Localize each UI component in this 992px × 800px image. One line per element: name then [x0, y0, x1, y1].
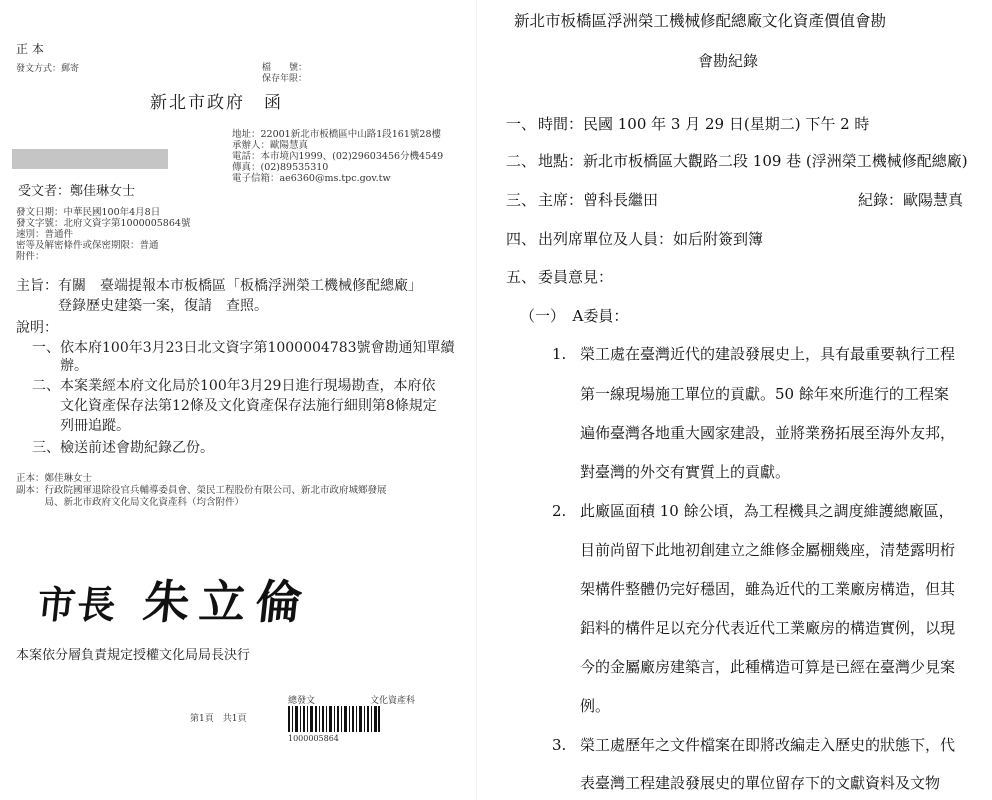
opinion-line: 目前尚留下此地初創建立之維修金屬棚幾座，清楚露明桁: [580, 541, 956, 559]
item-opinions: 委員意見：: [538, 268, 614, 286]
opinion-line: 榮工處歷年之文件檔案在即將改編走入歷史的狀態下，代: [580, 736, 956, 754]
subsection-heading: （一） A委員：: [520, 307, 629, 325]
dispatch-stamp-label: 總發文: [288, 696, 316, 706]
opinion-line: 例。: [580, 697, 611, 715]
opinion-line: 榮工處在臺灣近代的建設發展史上，具有最重要執行工程: [580, 345, 956, 363]
opinion-line: 鋁料的構件足以充分代表近代工業廠房的構造實例，以現: [580, 619, 956, 637]
subject-line: 主旨：有關 臺端提報本市板橋區「板橋浮洲榮工機械修配總廠」: [16, 278, 422, 294]
opinion-line: 對臺灣的外交有實質上的貢獻。: [580, 463, 791, 481]
opinion-number: 2.: [552, 502, 567, 520]
item-attendees: 出列席單位及人員：如后附簽到簿: [538, 230, 764, 248]
opinion-line: 今的金屬廠房建築言，此種構造可算是已經在臺灣少見案: [580, 658, 956, 676]
contact-email: 電子信箱：ae6360@ms.tpc.gov.tw: [232, 173, 391, 184]
confidentiality: 密等及解密條件或保密期限：普通: [16, 240, 159, 251]
subject-line: 登錄歷史建築一案，復請 查照。: [16, 298, 268, 314]
redaction-bar: [12, 149, 168, 169]
item-time: 時間：民國 100 年 3 月 29 日(星期二) 下午 2 時: [538, 115, 870, 133]
urgency: 速別：普通件: [16, 229, 74, 240]
explanation-label: 說明：: [16, 320, 58, 336]
recipient: 受文者：鄭佳琳女士: [18, 184, 136, 199]
letter-title: 新北市政府 函: [150, 93, 283, 113]
inspection-record: [484, 0, 992, 800]
item-number: 四、: [506, 230, 537, 248]
opinion-line: 表臺灣工程建設發展史的單位留存下的文獻資料及文物: [580, 774, 941, 792]
attachments: 附件：: [16, 251, 45, 262]
explanation-line: 辦。: [32, 358, 88, 374]
item-location: 地點：新北市板橋區大觀路二段 109 巷 (浮洲榮工機械修配總廠): [538, 152, 968, 170]
issue-date: 發文日期：中華民國100年4月8日: [16, 207, 161, 218]
copy-label: 正 本: [16, 42, 44, 56]
distribution-copies-cont: 局、新北市政府文化局文化資產科（均含附件）: [16, 497, 245, 508]
item-recorder: 紀錄：歐陽慧真: [858, 191, 964, 209]
official-letter: [0, 0, 470, 800]
contact-handler: 承辦人：歐陽慧真: [232, 140, 309, 151]
distribution-copies: 副本：行政院國軍退除役官兵輔導委員會、榮民工程股份有限公司、新北市政府城鄉發展: [16, 485, 387, 496]
department-label: 文化資產科: [370, 696, 416, 706]
item-chair: 主席：曾科長繼田: [538, 191, 659, 209]
opinion-line: 第一線現場施工單位的貢獻。50 餘年來所進行的工程案: [580, 385, 949, 403]
file-number-label: 檔 號：: [262, 63, 308, 73]
opinion-line: 此廠區面積 10 餘公頃，為工程機具之調度維護總廠區，: [580, 502, 954, 520]
distribution-original: 正本：鄭佳琳女士: [16, 473, 93, 484]
record-subtitle: 會勘紀錄: [698, 52, 759, 70]
delivery-method: 發文方式：郵寄: [16, 64, 80, 74]
barcode-number: 1000005864: [288, 734, 339, 743]
page-divider: [476, 0, 477, 800]
opinion-number: 1.: [552, 345, 567, 363]
explanation-line: 列冊追蹤。: [32, 418, 130, 434]
mayor-signature-stamp: 市長 朱立倫: [35, 575, 315, 629]
opinion-line: 遍佈臺灣各地重大國家建設，並將業務拓展至海外友邦，: [580, 424, 956, 442]
retention-label: 保存年限：: [262, 74, 308, 84]
opinion-number: 3.: [552, 736, 567, 754]
explanation-line: 一、依本府100年3月23日北文資字第1000004783號會勘通知單續: [32, 340, 455, 356]
explanation-line: 文化資產保存法第12條及文化資產保存法施行細則第8條規定: [32, 398, 437, 414]
contact-address: 地址：22001新北市板橋區中山路1段161號28樓: [232, 129, 441, 140]
explanation-line: 二、本案業經本府文化局於100年3月29日進行現場勘查，本府依: [32, 378, 436, 394]
item-number: 二、: [506, 152, 537, 170]
authority-note: 本案依分層負責規定授權文化局局長決行: [16, 648, 251, 663]
item-number: 一、: [506, 115, 537, 133]
document-number: 發文字號：北府文資字第1000005864號: [16, 218, 191, 229]
contact-fax: 傳真：(02)89535310: [232, 162, 329, 173]
item-number: 五、: [506, 268, 537, 286]
opinion-line: 架構件整體仍完好穩固，雖為近代的工業廠房構造，但其: [580, 580, 956, 598]
item-number: 三、: [506, 191, 537, 209]
explanation-line: 三、檢送前述會勘紀錄乙份。: [32, 440, 214, 456]
record-title: 新北市板橋區浮洲榮工機械修配總廠文化資產價值會勘: [514, 12, 887, 30]
contact-phone: 電話：本市境內1999、(02)29603456分機4549: [232, 151, 444, 162]
barcode-image: [288, 706, 380, 732]
page-number: 第1頁 共1頁: [190, 714, 247, 724]
